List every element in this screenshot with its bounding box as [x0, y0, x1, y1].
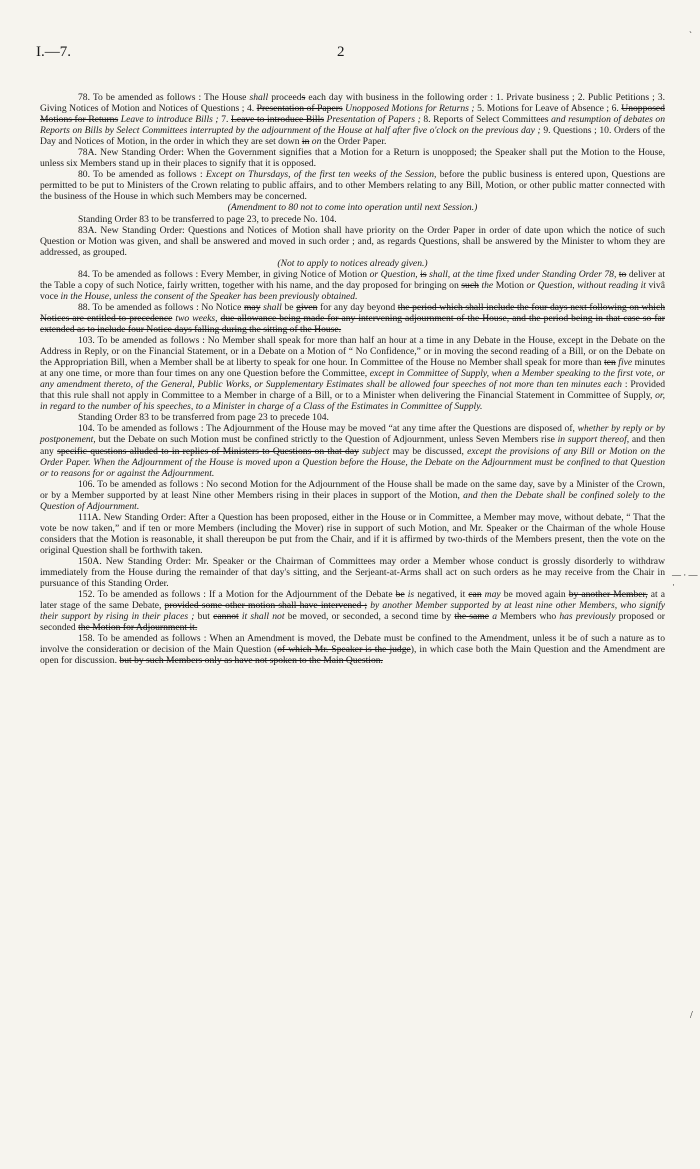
- note-80: (Amendment to 80 not to come into operation until next Session.): [227, 202, 478, 214]
- standing-order-83-transfer-from: Standing Order 83 to be transferred from page 23 to precede 104.: [78, 412, 329, 424]
- margin-mark: /: [690, 1010, 693, 1021]
- standing-order-152: 152. To be amended as follows : If a Motion for the Adjournment of the Debate be is negatived, it can may be moved again by another Member, at a later stage of the same Debate, provided some other motion shall have intervened ; by another Member supported by at least nine other Members, who signify their support by rising in their places ; but cannot it shall not be moved, or seconded, a second time by the same a Members who has previously proposed or seconded the Motion for Adjournment it.: [40, 589, 666, 634]
- standing-order-88: 88. To be amended as follows : No Notice may shall be given for any day beyond the period which shall include the four days next following on which Notices are entitled to precedence two weeks, due allowance being made for any intervening adjournment of the House, and the period being in that case so far extended as to include four Notice days falling during the sitting of the House.: [40, 301, 665, 335]
- note-83a: (Not to apply to notices already given.): [277, 257, 428, 269]
- standing-order-111a: 111A. New Standing Order: After a Question has been proposed, either in the House or in Committee, a Member may move, without debate, “ That the vote be now taken,” and if ten or more Members (including the Mover) rise in support of such Motion, and Mr. Speaker or the Chairman of the whole House considers that the Motion is reasonable, it shall thereupon be put from the Chair, and if it is affirmed by two-thirds of the Members present, then the vote on the original Question shall be forthwith taken.: [40, 511, 665, 556]
- standing-order-80: 80. To be amended as follows : Except on Thursdays, of the first ten weeks of the Session, before the public business is entered upon, Questions are permitted to be put to Ministers of the Crown relating to public affairs, and to other Members relating to any Bill, Motion, or other public matter connected with the business of the House in which such Members may be concerned.: [40, 169, 665, 203]
- standing-order-84: 84. To be amended as follows : Every Member, in giving Notice of Motion or Question, is shall, at the time fixed under Standing Order 78, to deliver at the Table a copy of such Notice, fairly written, together with his name, and the day proposed for bringing on such the Motion or Question, without reading it vivâ voce in the House, unless the consent of the Speaker has been previously obtained.: [40, 268, 665, 302]
- standing-order-106: 106. To be amended as follows : No second Motion for the Adjournment of the House shall be made on the same day, save by a Minister of the Crown, or by a Member supported by at least Nine other Members rising in their places in support of the Motion, and then the Debate shall be confined solely to the Question of Adjournment.: [40, 478, 665, 512]
- page-number: 2: [337, 44, 345, 60]
- page-header: [0, 44, 700, 68]
- paper-reference: I.—7.: [36, 44, 71, 60]
- standing-order-104: 104. To be amended as follows : The Adjournment of the House may be moved “at any time after the Questions are disposed of, whether by reply or by postponement, but the Debate on such Motion must be confined strictly to the Question of Adjournment, unless Seven Members rise in support thereof, and then any specific questions alluded to in replies of Ministers to Questions on that day subject may be discussed, except the provisions of any Bill or Motion on the Order Paper. When the Adjournment of the House is moved upon a Question before the House, the Debate on the Adjournment must be confined to that Question or to reasons for or against the Adjournment.: [40, 423, 666, 479]
- standing-order-83a: 83A. New Standing Order: Questions and Notices of Motion shall have priority on the Order Paper in order of date upon which the notice of such Question or Motion was given, and shall be answered and moved in such order ; and, as regards Questions, shall be answered by the Minister to whom they are addressed, as grouped.: [40, 224, 665, 258]
- document-body: [40, 92, 665, 666]
- standing-order-78: 78. To be amended as follows : The House shall proceeds each day with business in the following order : 1. Private business ; 2. Public Petitions ; 3. Giving Notices of Motion and Notices of Questions ; 4. Presentation of Papers Unopposed Motions for Returns ; 5. Motions for Leave of Absence ; 6. Unopposed Motions for Returns Leave to introduce Bills ; 7. Leave to introduce Bills Presentation of Papers ; 8. Reports of Select Committees and resumption of debates on Reports on Bills by Select Committees interrupted by the adjournment of the House at half after five o'clock on the previous day ; 9. Questions ; 10. Orders of the Day and Notices of Motion, in the order in which they are set down in on the Order Paper.: [40, 92, 665, 148]
- margin-mark: — · — ·: [672, 570, 698, 590]
- standing-order-158: 158. To be amended as follows : When an Amendment is moved, the Debate must be confined to the Amendment, unless it be of such a nature as to involve the consideration or decision of the Main Question (of which Mr. Speaker is the judge), in which case both the Main Question and the Amendment are open for discussion. but by such Members only as have not spoken to the Main Question.: [40, 633, 665, 667]
- standing-order-83-transfer: Standing Order 83 to be transferred to page 23, to precede No. 104.: [78, 213, 337, 225]
- standing-order-78a: 78A. New Standing Order: When the Government signifies that a Motion for a Return is unopposed; the Speaker shall put the Motion to the House, unless six Members stand up in their places to signify that it is opposed.: [40, 147, 665, 170]
- standing-order-103: 103. To be amended as follows : No Member shall speak for more than half an hour at a time in any Debate in the House, except in the Debate on the Address in Reply, or on the Financial Statement, or in a Debate on a Motion of “ No Confidence,” or in moving the second reading of a Bill, or on the Debate on the Appropriation Bill, when a Member shall be at liberty to speak for one hour. In Committee of the House no Member shall speak for more than ten five minutes at any one time, or more than four times on any one Question before the Committee, except in Committee of Supply, when a Member speaking to the first vote, or any amendment thereto, of the General, Public Works, or Supplementary Estimates shall be allowed four speeches of not more than ten minutes each : Provided that this rule shall not apply in Committee to a Member in charge of a Bill, or to a Minister when delivering the Financial Statement in Committee of Supply, or, in regard to the number of his speeches, to a Minister in charge of a Class of the Estimates in Committee of Supply.: [40, 335, 666, 413]
- standing-order-150a: 150A. New Standing Order: Mr. Speaker or the Chairman of Committees may order a Member whose conduct is grossly disorderly to withdraw immediately from the House during the remainder of that day's sitting, and the Serjeant-at-Arms shall act on such orders as he may receive from the Chair in pursuance of this Standing Order.: [40, 555, 665, 590]
- margin-tick: `: [689, 30, 692, 40]
